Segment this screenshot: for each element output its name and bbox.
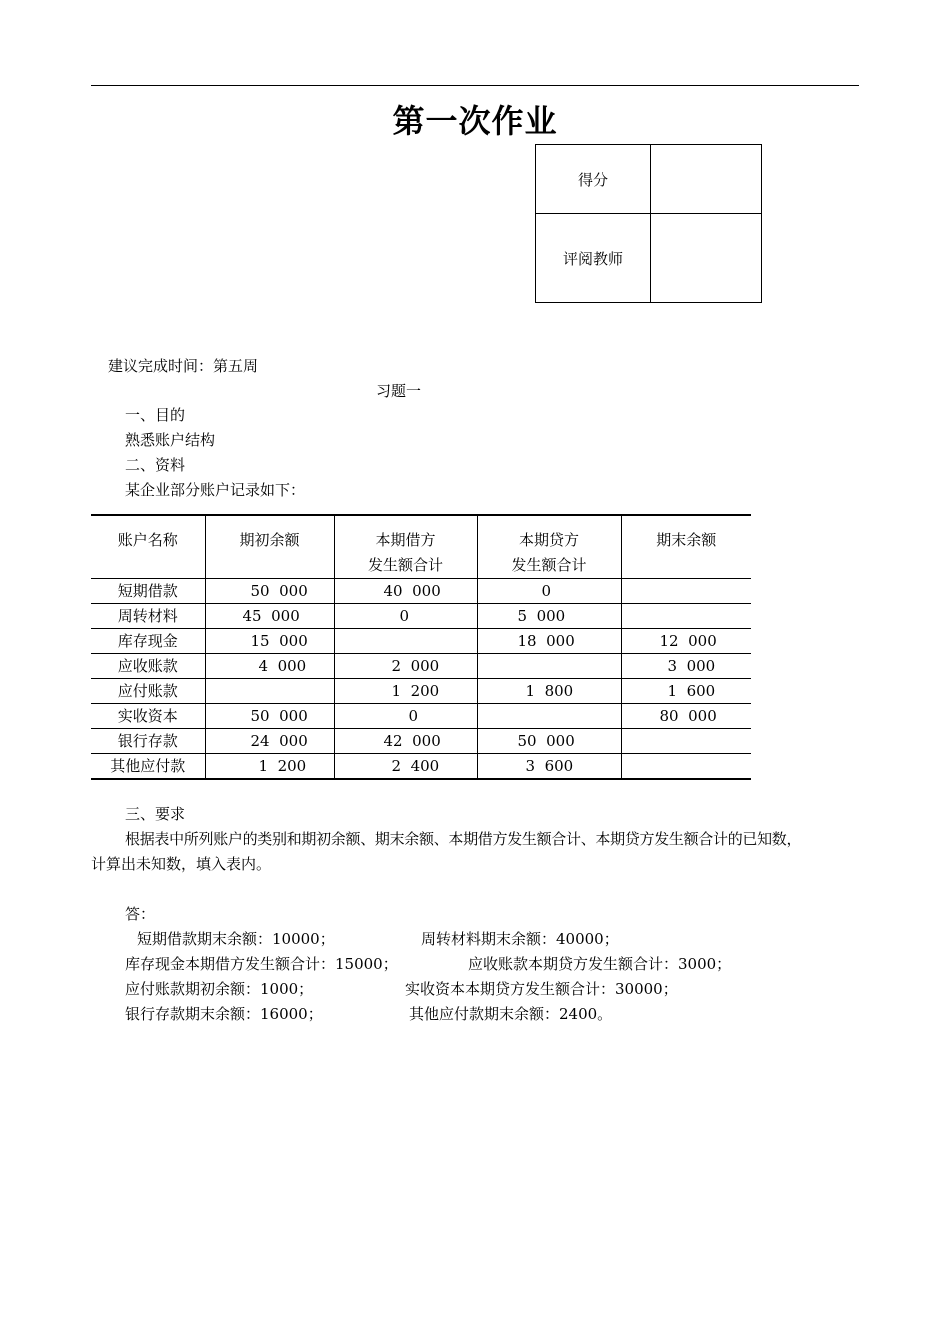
- answer-item: 库存现金本期借方发生额合计：15000；: [125, 955, 398, 973]
- answer-item: 应付账款期初余额：1000；: [125, 980, 314, 998]
- cell-closing: [621, 604, 751, 629]
- cell-debit: 0: [334, 604, 477, 629]
- cell-closing: 1 600: [621, 679, 751, 704]
- table-row: [91, 654, 751, 679]
- cell-account: 实收资本: [91, 704, 205, 729]
- cell-opening: 45 000: [205, 604, 334, 629]
- cell-opening: 1 200: [205, 754, 334, 780]
- top-rule: [91, 85, 859, 86]
- answer-item: 其他应付款期末余额：2400。: [409, 1005, 613, 1023]
- material-text: 某企业部分账户记录如下：: [125, 481, 306, 499]
- page-title: 第一次作业: [392, 102, 558, 140]
- cell-account: 应收账款: [91, 654, 205, 679]
- cell-debit: 0: [334, 704, 477, 729]
- exercise-title: 习题一: [376, 382, 422, 400]
- cell-credit: [477, 704, 621, 729]
- table-header-row: [91, 515, 751, 579]
- cell-credit: 1 800: [477, 679, 621, 704]
- cell-account: 库存现金: [91, 629, 205, 654]
- cell-closing: [621, 754, 751, 780]
- table-row: [91, 629, 751, 654]
- cell-closing: 80 000: [621, 704, 751, 729]
- cell-debit: 40 000: [334, 579, 477, 604]
- cell-credit: 50 000: [477, 729, 621, 754]
- cell-closing: [621, 729, 751, 754]
- cell-closing: [621, 579, 751, 604]
- table-row: [91, 679, 751, 704]
- requirement-line-1: 根据表中所列账户的类别和期初余额、期末余额、本期借方发生额合计、本期贷方发生额合计的已知数，: [125, 830, 802, 848]
- answer-item: 银行存款期末余额：16000；: [125, 1005, 323, 1023]
- cell-debit: 2 000: [334, 654, 477, 679]
- header-closing-balance: 期末余额: [621, 515, 751, 579]
- cell-opening: 4 000: [205, 654, 334, 679]
- cell-credit: [477, 654, 621, 679]
- cell-account: 其他应付款: [91, 754, 205, 780]
- answer-item: 周转材料期末余额：40000；: [421, 930, 619, 948]
- score-label: 得分: [536, 145, 651, 214]
- purpose-text: 熟悉账户结构: [125, 431, 216, 449]
- cell-opening: 50 000: [205, 704, 334, 729]
- cell-credit: 18 000: [477, 629, 621, 654]
- cell-account: 短期借款: [91, 579, 205, 604]
- answer-label: 答：: [125, 905, 156, 923]
- account-table: [91, 514, 751, 780]
- cell-debit: 42 000: [334, 729, 477, 754]
- header-credit-total: 本期贷方 发生额合计: [477, 515, 621, 579]
- material-heading: 二、资料: [125, 456, 186, 474]
- table-row: [91, 754, 751, 780]
- cell-credit: 5 000: [477, 604, 621, 629]
- cell-account: 周转材料: [91, 604, 205, 629]
- cell-opening: 24 000: [205, 729, 334, 754]
- reviewer-value: [651, 214, 762, 303]
- header-debit-total: 本期借方 发生额合计: [334, 515, 477, 579]
- cell-credit: 0: [477, 579, 621, 604]
- reviewer-label: 评阅教师: [536, 214, 651, 303]
- answer-item: 应收账款本期贷方发生额合计：3000；: [468, 955, 732, 973]
- requirement-heading: 三、要求: [125, 805, 186, 823]
- purpose-heading: 一、目的: [125, 406, 186, 424]
- cell-opening: 50 000: [205, 579, 334, 604]
- cell-account: 应付账款: [91, 679, 205, 704]
- cell-account: 银行存款: [91, 729, 205, 754]
- header-opening-balance: 期初余额: [205, 515, 334, 579]
- score-box: [535, 144, 762, 303]
- cell-opening: [205, 679, 334, 704]
- cell-debit: 1 200: [334, 679, 477, 704]
- answer-item: 实收资本本期贷方发生额合计：30000；: [405, 980, 678, 998]
- score-value: [651, 145, 762, 214]
- table-row: [91, 604, 751, 629]
- cell-credit: 3 600: [477, 754, 621, 780]
- header-account-name: 账户名称: [91, 515, 205, 579]
- table-row: [91, 579, 751, 604]
- answer-item: 短期借款期末余额：10000；: [137, 930, 335, 948]
- cell-opening: 15 000: [205, 629, 334, 654]
- cell-debit: 2 400: [334, 754, 477, 780]
- suggested-time: 建议完成时间：第五周: [108, 357, 259, 375]
- table-row: [91, 704, 751, 729]
- cell-closing: 12 000: [621, 629, 751, 654]
- table-row: [91, 729, 751, 754]
- cell-closing: 3 000: [621, 654, 751, 679]
- requirement-line-2: 计算出未知数，填入表内。: [91, 855, 272, 873]
- cell-debit: [334, 629, 477, 654]
